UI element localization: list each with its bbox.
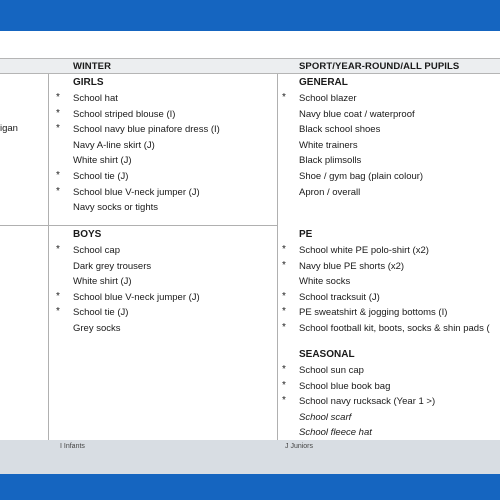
required-asterisk: * bbox=[56, 107, 60, 119]
required-asterisk: * bbox=[282, 244, 286, 255]
list-item bbox=[56, 91, 220, 107]
list-item-text: Black school shoes bbox=[299, 124, 381, 136]
list-item bbox=[73, 274, 200, 290]
list-item-text: Navy blue PE shorts (x2) bbox=[299, 260, 405, 272]
pe-list bbox=[282, 243, 490, 337]
seasonal-list bbox=[282, 363, 436, 440]
list-item-text: School hat bbox=[73, 93, 118, 104]
required-asterisk: * bbox=[56, 306, 60, 318]
footnote-juniors: J Juniors bbox=[285, 443, 314, 450]
list-item bbox=[282, 290, 490, 306]
list-item bbox=[299, 274, 490, 290]
list-item-text: School blue book bag bbox=[299, 380, 391, 392]
list-item-text: Grey socks bbox=[73, 322, 121, 334]
list-item-text: School sun cap bbox=[299, 365, 364, 376]
required-asterisk: * bbox=[282, 321, 286, 333]
list-item-text: School blue V-neck jumper (J) bbox=[73, 186, 200, 198]
list-item-text: Navy socks or tights bbox=[73, 202, 158, 214]
list-item-text: School fleece hat bbox=[299, 427, 372, 439]
table-header-row bbox=[0, 58, 500, 74]
required-asterisk: * bbox=[56, 92, 60, 103]
list-item bbox=[282, 91, 423, 107]
required-asterisk: * bbox=[56, 169, 60, 181]
required-asterisk: * bbox=[282, 259, 286, 271]
column-divider-left bbox=[48, 74, 49, 440]
required-asterisk: * bbox=[282, 395, 286, 407]
list-item bbox=[56, 169, 220, 185]
list-item-text: School tie (J) bbox=[73, 307, 129, 319]
list-item-text: Dark grey trousers bbox=[73, 260, 152, 272]
list-item-text: PE sweatshirt & jogging bottoms (I) bbox=[299, 307, 448, 319]
list-item-text: School blue V-neck jumper (J) bbox=[73, 291, 200, 303]
list-item bbox=[299, 153, 423, 169]
list-item-text: Navy A-line skirt (J) bbox=[73, 139, 155, 151]
list-item-text: White shirt (J) bbox=[73, 155, 132, 167]
general-list bbox=[282, 91, 424, 200]
list-item bbox=[73, 259, 200, 275]
list-item bbox=[282, 379, 435, 395]
list-item-text: White shirt (J) bbox=[73, 276, 132, 288]
list-item-text: School tracksuit (J) bbox=[299, 291, 380, 303]
list-item-text: Black plimsolls bbox=[299, 155, 362, 167]
list-item bbox=[56, 243, 200, 259]
list-item-text: Apron / overall bbox=[299, 186, 361, 198]
list-item bbox=[56, 122, 220, 138]
list-item bbox=[299, 122, 423, 138]
required-asterisk: * bbox=[56, 244, 60, 255]
required-asterisk: * bbox=[56, 290, 60, 302]
required-asterisk: * bbox=[282, 379, 286, 391]
section-title-girls: GIRLS bbox=[73, 77, 104, 88]
section-title-seasonal: SEASONAL bbox=[299, 349, 355, 360]
list-item bbox=[299, 169, 423, 185]
list-item bbox=[73, 138, 220, 154]
list-item-text: Shoe / gym bag (plain colour) bbox=[299, 170, 424, 182]
list-item-text: School scarf bbox=[299, 411, 352, 423]
list-item bbox=[282, 259, 490, 275]
list-item-text: School striped blouse (I) bbox=[73, 108, 176, 120]
footnote-infants: I Infants bbox=[60, 443, 85, 450]
list-item bbox=[299, 138, 423, 154]
bottom-blue-band bbox=[0, 474, 500, 500]
list-item bbox=[299, 410, 435, 426]
required-asterisk: * bbox=[282, 364, 286, 375]
girls-list bbox=[56, 91, 220, 216]
list-item bbox=[73, 153, 220, 169]
required-asterisk: * bbox=[282, 290, 286, 302]
list-item-text: School blazer bbox=[299, 93, 357, 104]
list-item bbox=[73, 321, 200, 337]
list-item bbox=[73, 200, 220, 216]
list-item-text: White socks bbox=[299, 276, 351, 288]
left-column-clipped-text: igan bbox=[0, 123, 18, 134]
list-item bbox=[56, 290, 200, 306]
uniform-table bbox=[0, 58, 500, 440]
list-item bbox=[282, 305, 490, 321]
required-asterisk: * bbox=[282, 306, 286, 318]
list-item-text: School navy blue pinafore dress (I) bbox=[73, 124, 220, 136]
section-title-general: GENERAL bbox=[299, 77, 348, 88]
list-item bbox=[56, 185, 220, 201]
section-title-boys: BOYS bbox=[73, 229, 102, 240]
header-sport: SPORT/YEAR-ROUND/ALL PUPILS bbox=[299, 61, 460, 72]
list-item bbox=[299, 425, 435, 440]
list-item bbox=[299, 107, 423, 123]
required-asterisk: * bbox=[56, 123, 60, 135]
list-item bbox=[282, 243, 490, 259]
column-divider-right bbox=[277, 74, 278, 440]
top-white-gap bbox=[0, 31, 500, 58]
list-item bbox=[282, 394, 436, 410]
list-item-text: School navy rucksack (Year 1 >) bbox=[299, 396, 436, 408]
list-item-text: School cap bbox=[73, 245, 121, 256]
list-item bbox=[56, 305, 200, 321]
list-item-text: School tie (J) bbox=[73, 170, 129, 182]
section-title-pe: PE bbox=[299, 229, 313, 240]
row-divider-girls-boys bbox=[0, 225, 277, 226]
list-item-text: School white PE polo-shirt (x2) bbox=[299, 245, 429, 256]
list-item bbox=[282, 321, 490, 337]
top-blue-band bbox=[0, 0, 500, 31]
required-asterisk: * bbox=[56, 185, 60, 197]
list-item bbox=[56, 107, 220, 123]
list-item bbox=[282, 363, 435, 379]
list-item-text: School football kit, boots, socks & shin pads ( bbox=[299, 322, 490, 334]
boys-list bbox=[56, 243, 200, 337]
header-winter: WINTER bbox=[73, 61, 112, 72]
list-item-text: White trainers bbox=[299, 139, 358, 151]
list-item bbox=[299, 185, 423, 201]
required-asterisk: * bbox=[282, 92, 286, 103]
list-item-text: Navy blue coat / waterproof bbox=[299, 108, 415, 120]
